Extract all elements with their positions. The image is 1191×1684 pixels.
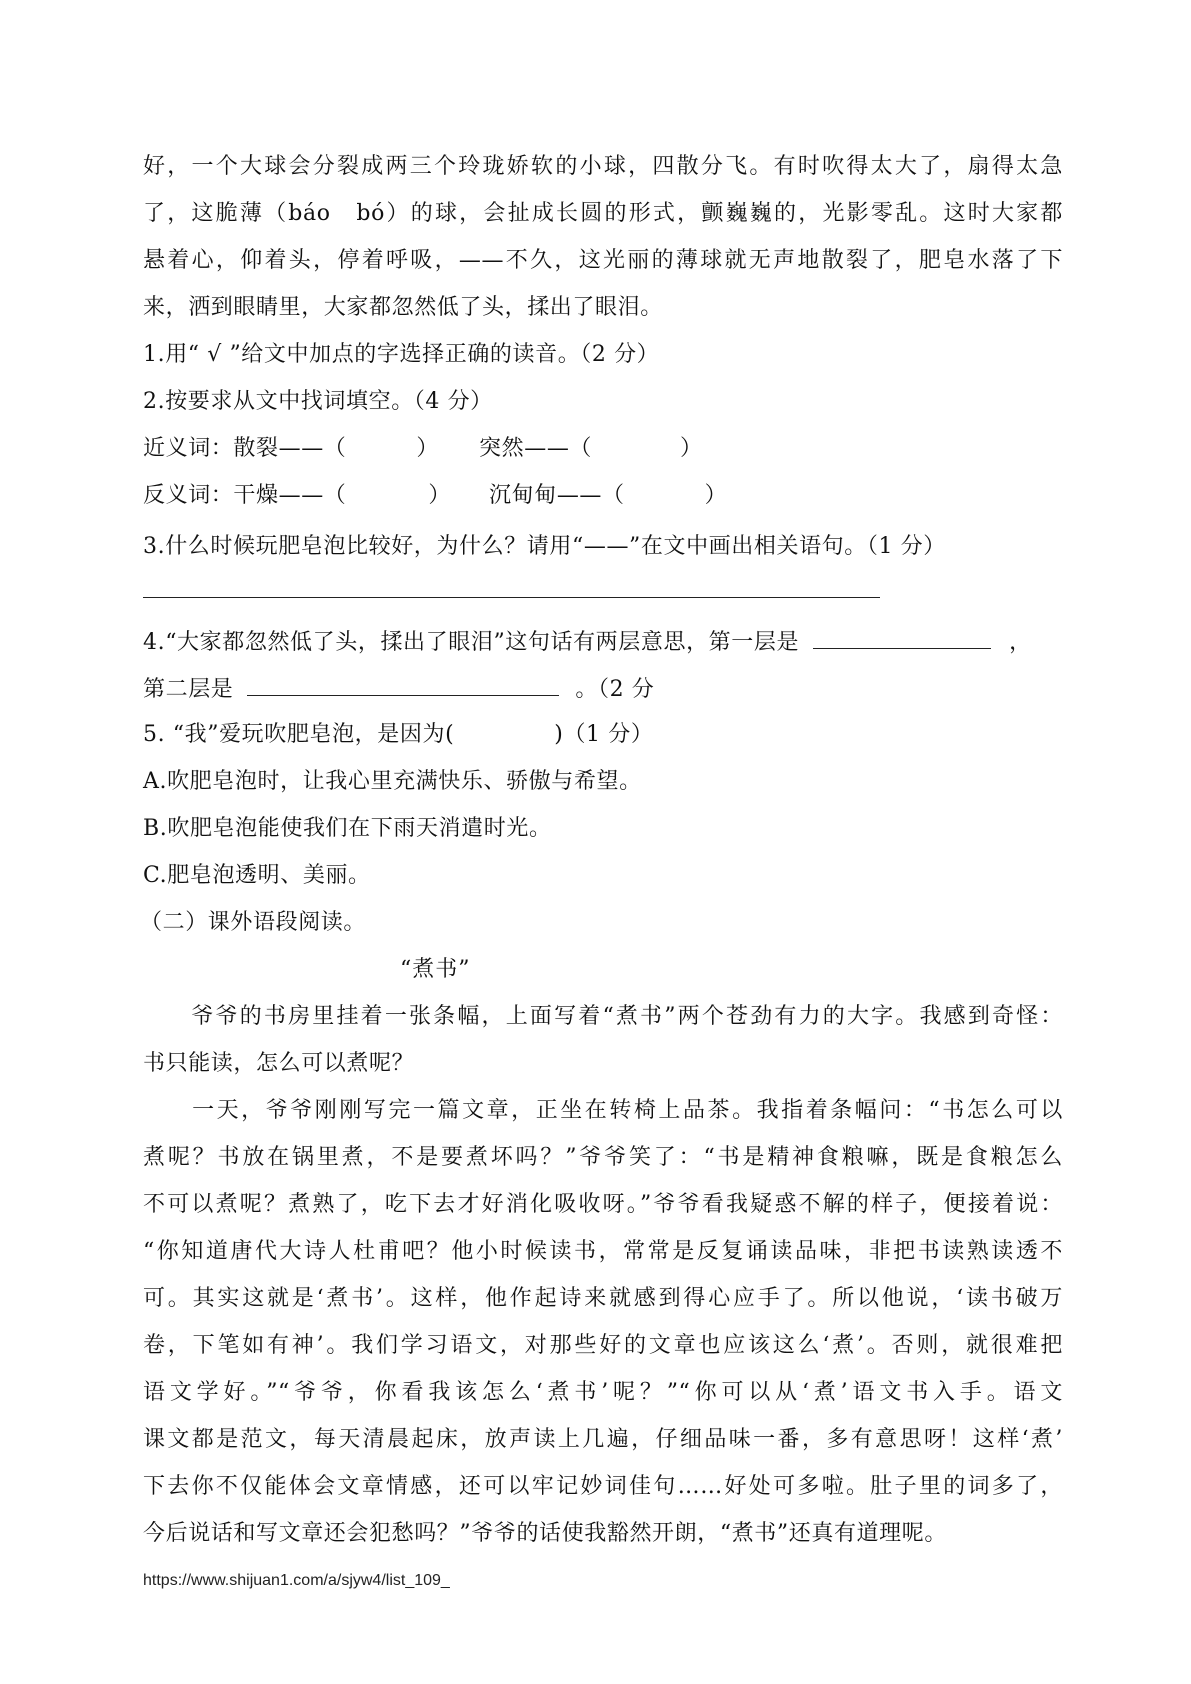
synonym-2-label: 突然——（ [479, 436, 593, 461]
antonym-1-close: ） [428, 483, 452, 508]
passage2-title: “煮书” [400, 957, 471, 982]
passage2-line-9: 语文学好。”“爷爷，你看我该怎么‘煮书’呢？”“你可以从‘煮’语文书入手。语文 [143, 1380, 1063, 1405]
passage2-line-12: 今后说话和写文章还会犯愁吗？”爷爷的话使我豁然开朗，“煮书”还真有道理呢。 [143, 1521, 947, 1546]
question-4-line-2 [143, 673, 1063, 705]
antonym-2-close: ） [704, 483, 728, 508]
option-c: C.肥皂泡透明、美丽。 [143, 863, 371, 888]
passage2-line-8: 卷，下笔如有神’。我们学习语文，对那些好的文章也应该这么‘煮’。否则，就很难把 [143, 1333, 1063, 1358]
question-4-blank-2[interactable] [247, 673, 559, 696]
passage1-line-3: 悬着心，仰着头，停着呼吸，——不久，这光丽的薄球就无声地散裂了，肥皂水落了下 [143, 248, 1063, 273]
antonym-2-label: 沉甸甸——（ [489, 483, 625, 508]
question-4-text: 4.“大家都忽然低了头，揉出了眼泪”这句话有两层意思，第一层是 [143, 630, 800, 655]
question-1: 1.用“ √ ”给文中加点的字选择正确的读音。（2 分） [143, 342, 660, 367]
footer-url[interactable]: https://www.shijuan1.com/a/sjyw4/list_109_ [143, 1572, 450, 1589]
option-b: B.吹肥皂泡能使我们在下雨天消遣时光。 [143, 816, 552, 841]
question-2-antonyms [143, 481, 1063, 511]
question-4-second-label: 第二层是 [143, 677, 234, 702]
synonym-1-label: 近义词：散裂——（ [143, 436, 347, 461]
passage2-line-2: 书只能读，怎么可以煮呢？ [143, 1051, 415, 1076]
passage1-line-4: 来，洒到眼睛里，大家都忽然低了头，揉出了眼泪。 [143, 295, 663, 320]
question-5-close: )（1 分） [554, 722, 654, 747]
section-2-heading: （二）课外语段阅读。 [140, 910, 367, 935]
option-a: A.吹肥皂泡时，让我心里充满快乐、骄傲与希望。 [143, 769, 642, 794]
question-2: 2.按要求从文中找词填空。（4 分） [143, 389, 493, 414]
passage1-line-1: 好，一个大球会分裂成两三个玲珑娇软的小球，四散分飞。有时吹得太大了，扇得太急 [143, 154, 1063, 179]
passage2-line-4: 煮呢？书放在锅里煮，不是要煮坏吗？”爷爷笑了：“书是精神食粮嘛，既是食粮怎么 [143, 1145, 1063, 1170]
question-4-blank-1[interactable] [813, 626, 991, 649]
passage2-line-3: 一天，爷爷刚刚写完一篇文章，正坐在转椅上品茶。我指着条幅问：“书怎么可以 [143, 1098, 1063, 1123]
question-5-stem: 5. “我”爱玩吹肥皂泡，是因为( [143, 722, 455, 747]
passage2-line-10: 课文都是范文，每天清晨起床，放声读上几遍，仔细品味一番，多有意思呀！这样‘煮’ [143, 1427, 1063, 1452]
passage2-line-6: “你知道唐代大诗人杜甫吧？他小时候读书，常常是反复诵读品味，非把书读熟读透不 [143, 1239, 1063, 1264]
question-3: 3.什么时候玩肥皂泡比较好，为什么？请用“——”在文中画出相关语句。（1 分） [143, 534, 946, 559]
passage2-line-1: 爷爷的书房里挂着一张条幅，上面写着“煮书”两个苍劲有力的大字。我感到奇怪： [143, 1004, 1063, 1029]
antonym-1-label: 反义词：干燥——（ [143, 483, 347, 508]
passage2-line-11: 下去你不仅能体会文章情感，还可以牢记妙词佳句……好处可多啦。肚子里的词多了， [143, 1474, 1063, 1499]
question-2-synonyms [143, 434, 1063, 464]
passage1-line-2: 了，这脆薄（báo bó）的球，会扯成长圆的形式，颤巍巍的，光影零乱。这时大家都 [143, 201, 1063, 226]
question-4-score: 。（2 分 [575, 677, 655, 702]
question-4-line-1 [143, 626, 1063, 658]
passage2-line-7: 可。其实这就是‘煮书’。这样，他作起诗来就感到得心应手了。所以他说，‘读书破万 [143, 1286, 1063, 1311]
question-5 [143, 720, 1063, 750]
question-3-answer-line[interactable] [143, 597, 880, 598]
synonym-2-close: ） [680, 436, 703, 461]
question-4-comma: ， [1009, 630, 1032, 655]
passage2-line-5: 不可以煮呢？煮熟了，吃下去才好消化吸收呀。”爷爷看我疑惑不解的样子，便接着说： [143, 1192, 1063, 1217]
synonym-1-close: ） [416, 436, 440, 461]
